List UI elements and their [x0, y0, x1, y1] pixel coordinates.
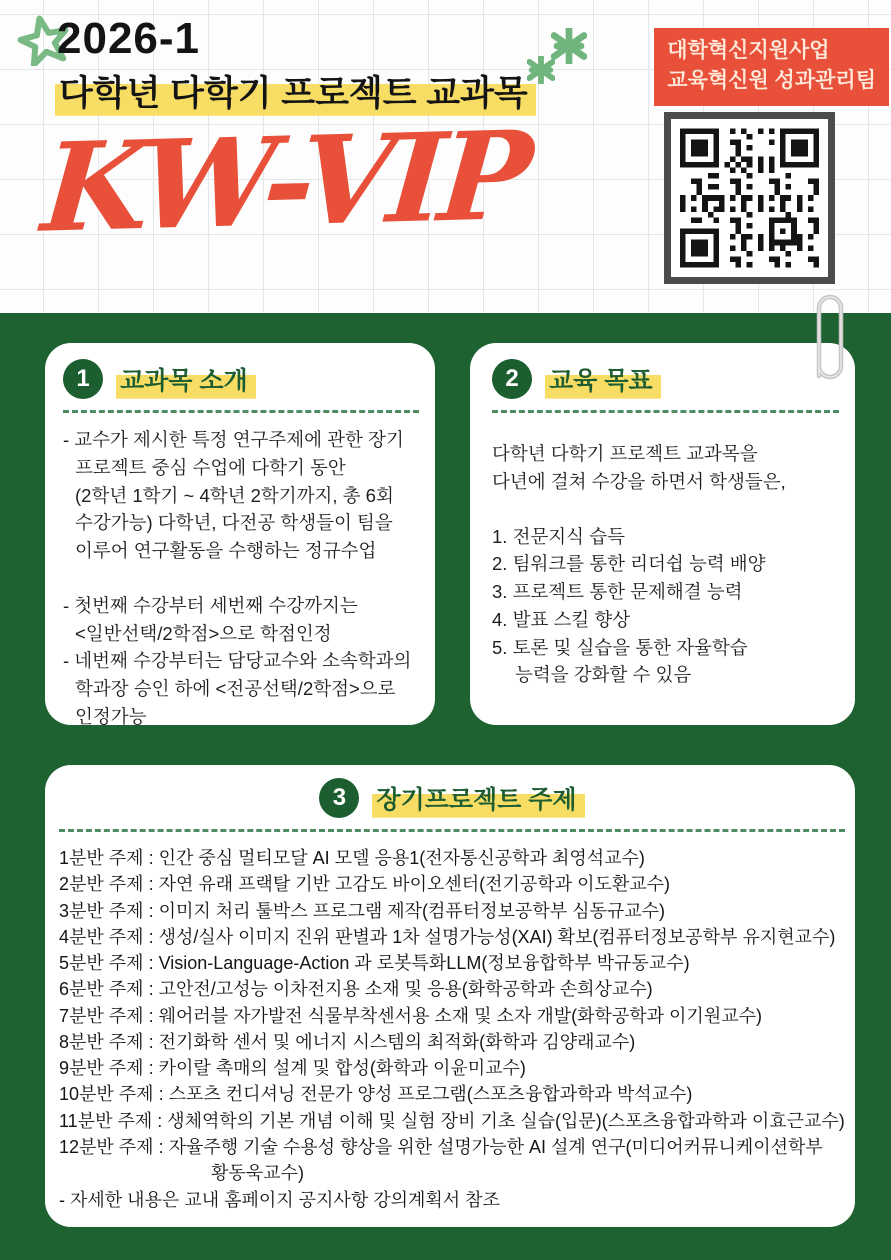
card1-title-text: 교과목 소개	[116, 367, 256, 399]
topic-item: 1분반 주제 : 인간 중심 멀티모달 AI 모델 응용1(전자통신공학과 최영석교수)	[59, 848, 645, 868]
card3-number-badge: 3	[319, 778, 359, 818]
topics-list	[59, 845, 845, 1214]
topic-item: 7분반 주제 : 웨어러블 자가발전 식물부착센서용 소재 및 소자 개발(화학공학과 이기원교수)	[59, 1005, 762, 1026]
card-education-goals	[470, 343, 855, 725]
topic-item: 8분반 주제 : 전기화학 센서 및 에너지 시스템의 최적화(화학과 김양래교수)	[59, 1031, 636, 1052]
text-line: 다년에 걸쳐 수강을 하면서 학생들은,	[492, 470, 786, 492]
goal-item: 1. 전문지식 습득	[492, 525, 625, 547]
qr-code	[664, 112, 835, 284]
sparkle-icon-small	[527, 56, 555, 84]
topic-item: 2분반 주제 : 자연 유래 프랙탈 기반 고감도 바이오센터(전기공학과 이도환교수)	[59, 874, 671, 895]
text-line: - 네번째 수강부터는 담당교수와 소속학과의	[63, 650, 412, 672]
topic-item-continuation: 황동욱교수)	[211, 1163, 304, 1184]
card2-header	[492, 359, 839, 399]
card2-number-badge: 2	[492, 359, 532, 399]
text-line: - 교수가 제시한 특정 연구주제에 관한 장기	[63, 429, 404, 450]
kw-vip-logo: KW-VIP	[37, 103, 532, 260]
term-label: 2026-1	[57, 14, 201, 63]
card2-title	[545, 361, 661, 397]
goal-item: 5. 토론 및 실습을 통한 자율학습	[492, 636, 748, 658]
card-project-topics	[45, 765, 855, 1227]
text-line: 이루어 연구활동을 수행하는 정규수업	[75, 540, 377, 561]
topic-item: 10분반 주제 : 스포츠 컨디셔닝 전문가 양성 프로그램(스포츠융합과학과 박석교수)	[59, 1084, 693, 1105]
text-line: 다학년 다학기 프로젝트 교과목을	[492, 443, 758, 464]
header-section	[0, 0, 891, 313]
goal-item: 3. 프로젝트 통한 문제해결 능력	[492, 581, 743, 602]
topics-note: - 자세한 내용은 교내 홈페이지 공지사항 강의계획서 참조	[59, 1190, 500, 1211]
sparkle-icon-large	[551, 28, 587, 64]
text-line: 수강가능) 다학년, 다전공 학생들이 팀을	[75, 512, 393, 534]
topic-item: 9분반 주제 : 카이랄 촉매의 설계 및 합성(화학과 이윤미교수)	[59, 1058, 526, 1079]
card2-body	[492, 440, 839, 689]
subtitle-text: 다학년 다학기 프로젝트 교과목	[55, 74, 536, 117]
paperclip-icon	[808, 288, 852, 388]
text-line: 인정가능	[75, 705, 147, 725]
card3-divider	[59, 829, 845, 832]
badge-line1: 대학혁신지원사업	[667, 39, 830, 62]
qr-code-image	[680, 128, 819, 268]
topic-item: 6분반 주제 : 고안전/고성능 이차전지용 소재 및 응용(화학공학과 손희상교수)	[59, 979, 653, 1000]
card3-title	[372, 780, 584, 816]
topic-item: 3분반 주제 : 이미지 처리 툴박스 프로그램 제작(컴퓨터정보공학부 심동규교수)	[59, 900, 666, 921]
goal-item-continuation: 능력을 강화할 수 있음	[515, 664, 692, 686]
card1-body	[63, 426, 419, 725]
text-line: - 첫번째 수강부터 세번째 수강까지는	[63, 594, 358, 616]
topic-item: 4분반 주제 : 생성/실사 이미지 진위 판별과 1차 설명가능성(XAI) 확보(컴퓨터정보공학부 유지현교수)	[59, 926, 836, 947]
text-line: <일반선택/2학점>으로 학점인정	[75, 622, 332, 644]
card1-divider	[63, 410, 419, 413]
topic-item: 12분반 주제 : 자율주행 기술 수용성 향상을 위한 설명가능한 AI 설계 연구(미디어커뮤니케이션학부	[59, 1136, 823, 1157]
topic-item: 11분반 주제 : 생체역학의 기본 개념 이해 및 실험 장비 기초 실습(입문)(스포츠융합과학과 이효근교수)	[59, 1110, 845, 1131]
topic-item: 5분반 주제 : Vision-Language-Action 과 로봇특화LLM(정보융합학부 박규동교수)	[59, 953, 690, 974]
card1-title	[116, 361, 256, 397]
text-line: (2학년 1학기 ~ 4학년 2학기까지, 총 6회	[75, 484, 394, 506]
card1-number-badge: 1	[63, 359, 103, 399]
card2-title-text: 교육 목표	[545, 367, 661, 399]
org-badge	[654, 28, 889, 106]
card3-header	[59, 778, 845, 818]
goal-item: 4. 발표 스킬 향상	[492, 608, 631, 630]
goal-item: 2. 팀워크를 통한 리더쉽 능력 배양	[492, 553, 766, 575]
badge-line2: 교육혁신원 성과관리팀	[667, 69, 876, 93]
card-course-intro	[45, 343, 435, 725]
text-line: 학과장 승인 하에 <전공선택/2학점>으로	[75, 678, 396, 699]
card2-divider	[492, 410, 839, 413]
card3-title-text: 장기프로젝트 주제	[372, 786, 584, 818]
text-line: 프로젝트 중심 수업에 다학기 동안	[75, 456, 346, 478]
card1-header	[63, 359, 419, 399]
